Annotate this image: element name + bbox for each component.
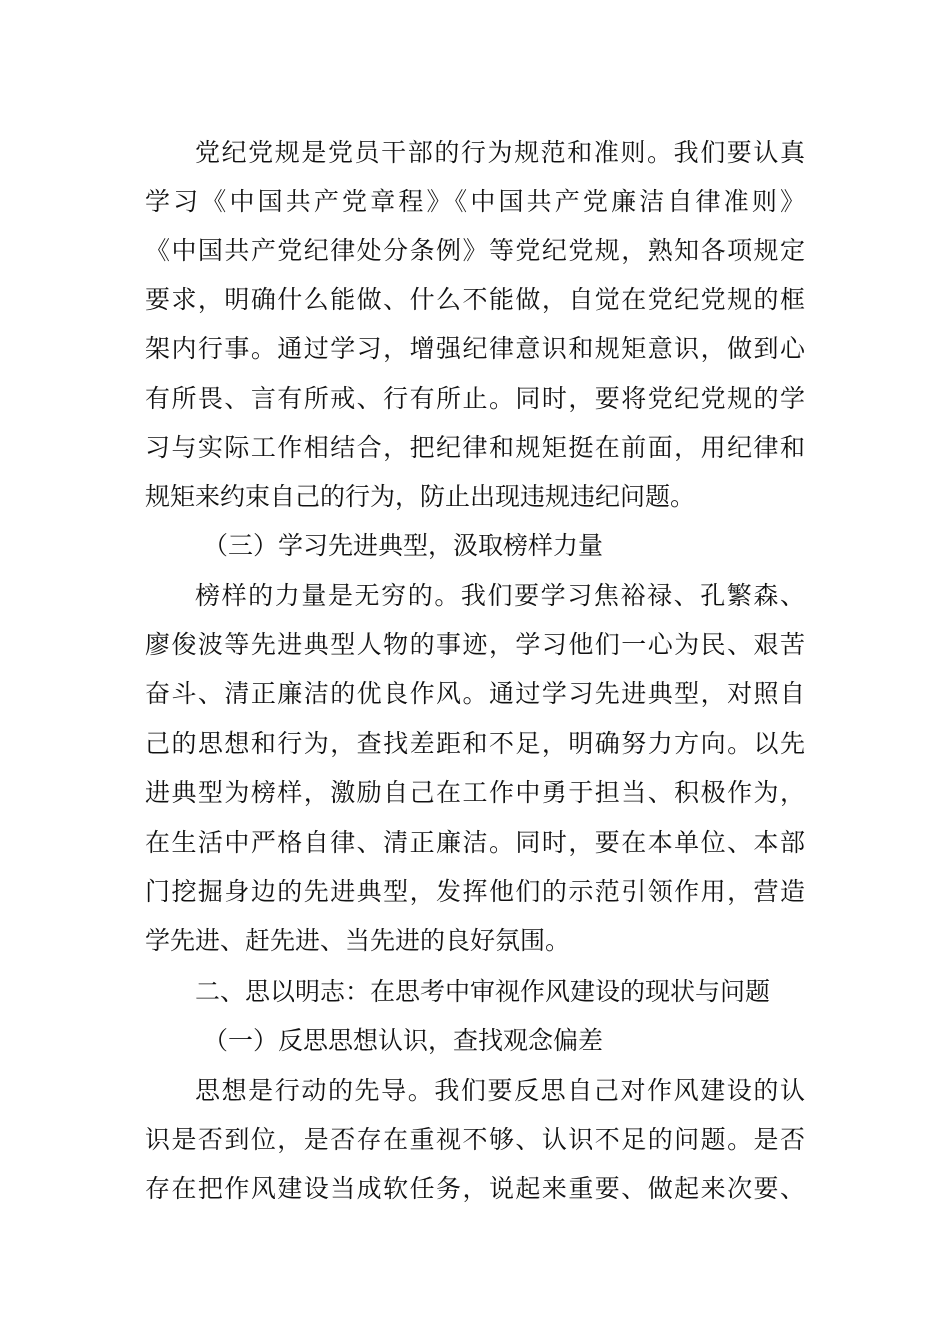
paragraph-line: 有所畏、言有所戒、行有所止。同时，要将党纪党规的学	[145, 384, 805, 413]
paragraph-line: 门挖掘身边的先进典型，发挥他们的示范引领作用，营造	[145, 877, 805, 906]
section-heading: （三）学习先进典型，汲取榜样力量	[203, 531, 604, 560]
paragraph-line: 榜样的力量是无穷的。我们要学习焦裕禄、孔繁森、	[195, 581, 805, 610]
paragraph-line: 学习《中国共产党章程》《中国共产党廉洁自律准则》	[145, 187, 805, 216]
paragraph-line: 己的思想和行为，查找差距和不足，明确努力方向。以先	[145, 729, 805, 758]
paragraph-line: 在生活中严格自律、清正廉洁。同时，要在本单位、本部	[145, 828, 805, 857]
paragraph-line: 要求，明确什么能做、什么不能做，自觉在党纪党规的框	[145, 285, 805, 314]
paragraph-line: 规矩来约束自己的行为，防止出现违规违纪问题。	[145, 482, 696, 511]
paragraph-line: 《中国共产党纪律处分条例》等党纪党规，熟知各项规定	[145, 236, 805, 265]
paragraph-line: 学先进、赶先进、当先进的良好氛围。	[145, 926, 571, 955]
paragraph-line: 奋斗、清正廉洁的优良作风。通过学习先进典型，对照自	[145, 679, 805, 708]
paragraph-line: 思想是行动的先导。我们要反思自己对作风建设的认	[195, 1076, 805, 1105]
paragraph-line: 习与实际工作相结合，把纪律和规矩挺在前面，用纪律和	[145, 433, 805, 462]
paragraph-line: 架内行事。通过学习，增强纪律意识和规矩意识，做到心	[145, 334, 805, 363]
chapter-heading: 二、思以明志：在思考中审视作风建设的现状与问题	[195, 977, 771, 1006]
section-heading: （一）反思思想认识，查找观念偏差	[203, 1026, 604, 1055]
paragraph-line: 识是否到位，是否存在重视不够、认识不足的问题。是否	[145, 1125, 805, 1154]
paragraph-line: 存在把作风建设当成软任务，说起来重要、做起来次要、	[145, 1174, 805, 1203]
paragraph-line: 进典型为榜样，激励自己在工作中勇于担当、积极作为，	[145, 778, 805, 807]
paragraph-line: 党纪党规是党员干部的行为规范和准则。我们要认真	[195, 138, 805, 167]
paragraph-line: 廖俊波等先进典型人物的事迹，学习他们一心为民、艰苦	[145, 630, 805, 659]
